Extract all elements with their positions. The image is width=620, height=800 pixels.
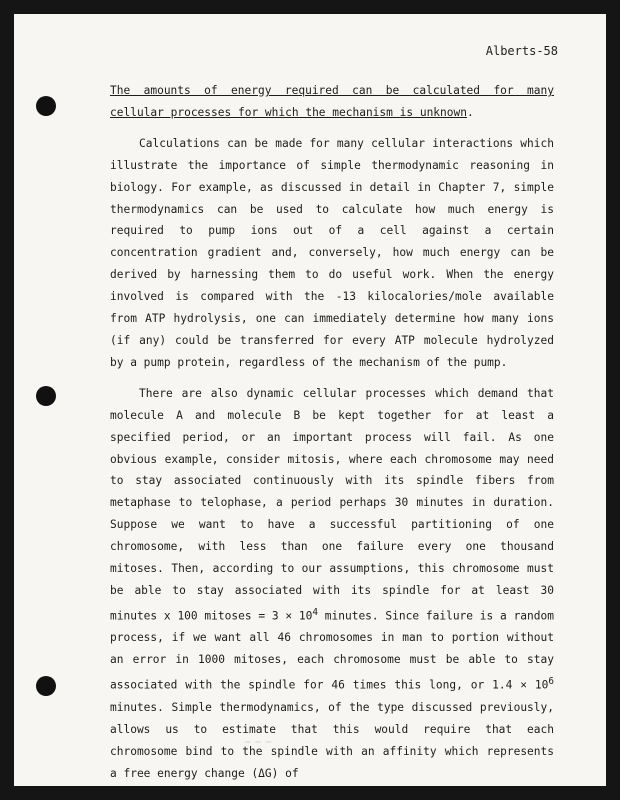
binder-hole-top bbox=[36, 96, 56, 116]
paragraph-1: Calculations can be made for many cellular interactions which illustrate the importance of simple thermodynamic reasoning in biology. For example, as discussed in detail in Chapter 7, simple thermodynamics can be used to calculate how much energy is required to pump ions out of a cell against a certain concentration gradient and, conversely, how much energy can be derived by harnessing them to do useful work. When the energy involved is compared with the -13 kilocalories/mole available from ATP hydrolysis, one can immediately determine how many ions (if any) could be transferred for every ATP molecule hydrolyzed by a pump protein, regardless of the mechanism of the pump. bbox=[110, 136, 554, 369]
section-heading: The amounts of energy required can be calculated for many cellular processes for which the mechanism is unknown. bbox=[110, 84, 554, 119]
document-page bbox=[14, 14, 606, 786]
page-label: Alberts-58 bbox=[485, 44, 558, 58]
binder-hole-bottom bbox=[36, 676, 56, 696]
bleed-through-mark: ~ ~ ~ bbox=[244, 736, 273, 746]
binder-hole-middle bbox=[36, 386, 56, 406]
paragraph-2: There are also dynamic cellular processes which demand that molecule A and molecule B be kept together for at least a specified period, or an important process will fail. As one obvious example, consider mitosis, where each chromosome may need to stay associated continuously with its spindle fibers from metaphase to telophase, a period perhaps 30 minutes in duration. Suppose we want to have a successful partitioning of one chromosome, with less than one failure every one thousand mitoses. Then, according to our assumptions, this chromosome must be able to stay associated with its spindle for at least 30 minutes x 100 mitoses = $3 \times 10^4$ minutes. Since failure is a random process, if we want all 46 chromosomes in man to portion without an error in 1000 mitoses, each chromosome must be able to stay associated with the spindle for 46 times this long, or $1.4 \times 10^6$ minutes. Simple thermodynamics, of the type discussed previously, allows us to estimate that this would require that each chromosome bind to the spindle with an affinity which represents a free energy change (ΔG) of bbox=[110, 386, 554, 780]
body-text bbox=[110, 80, 554, 785]
